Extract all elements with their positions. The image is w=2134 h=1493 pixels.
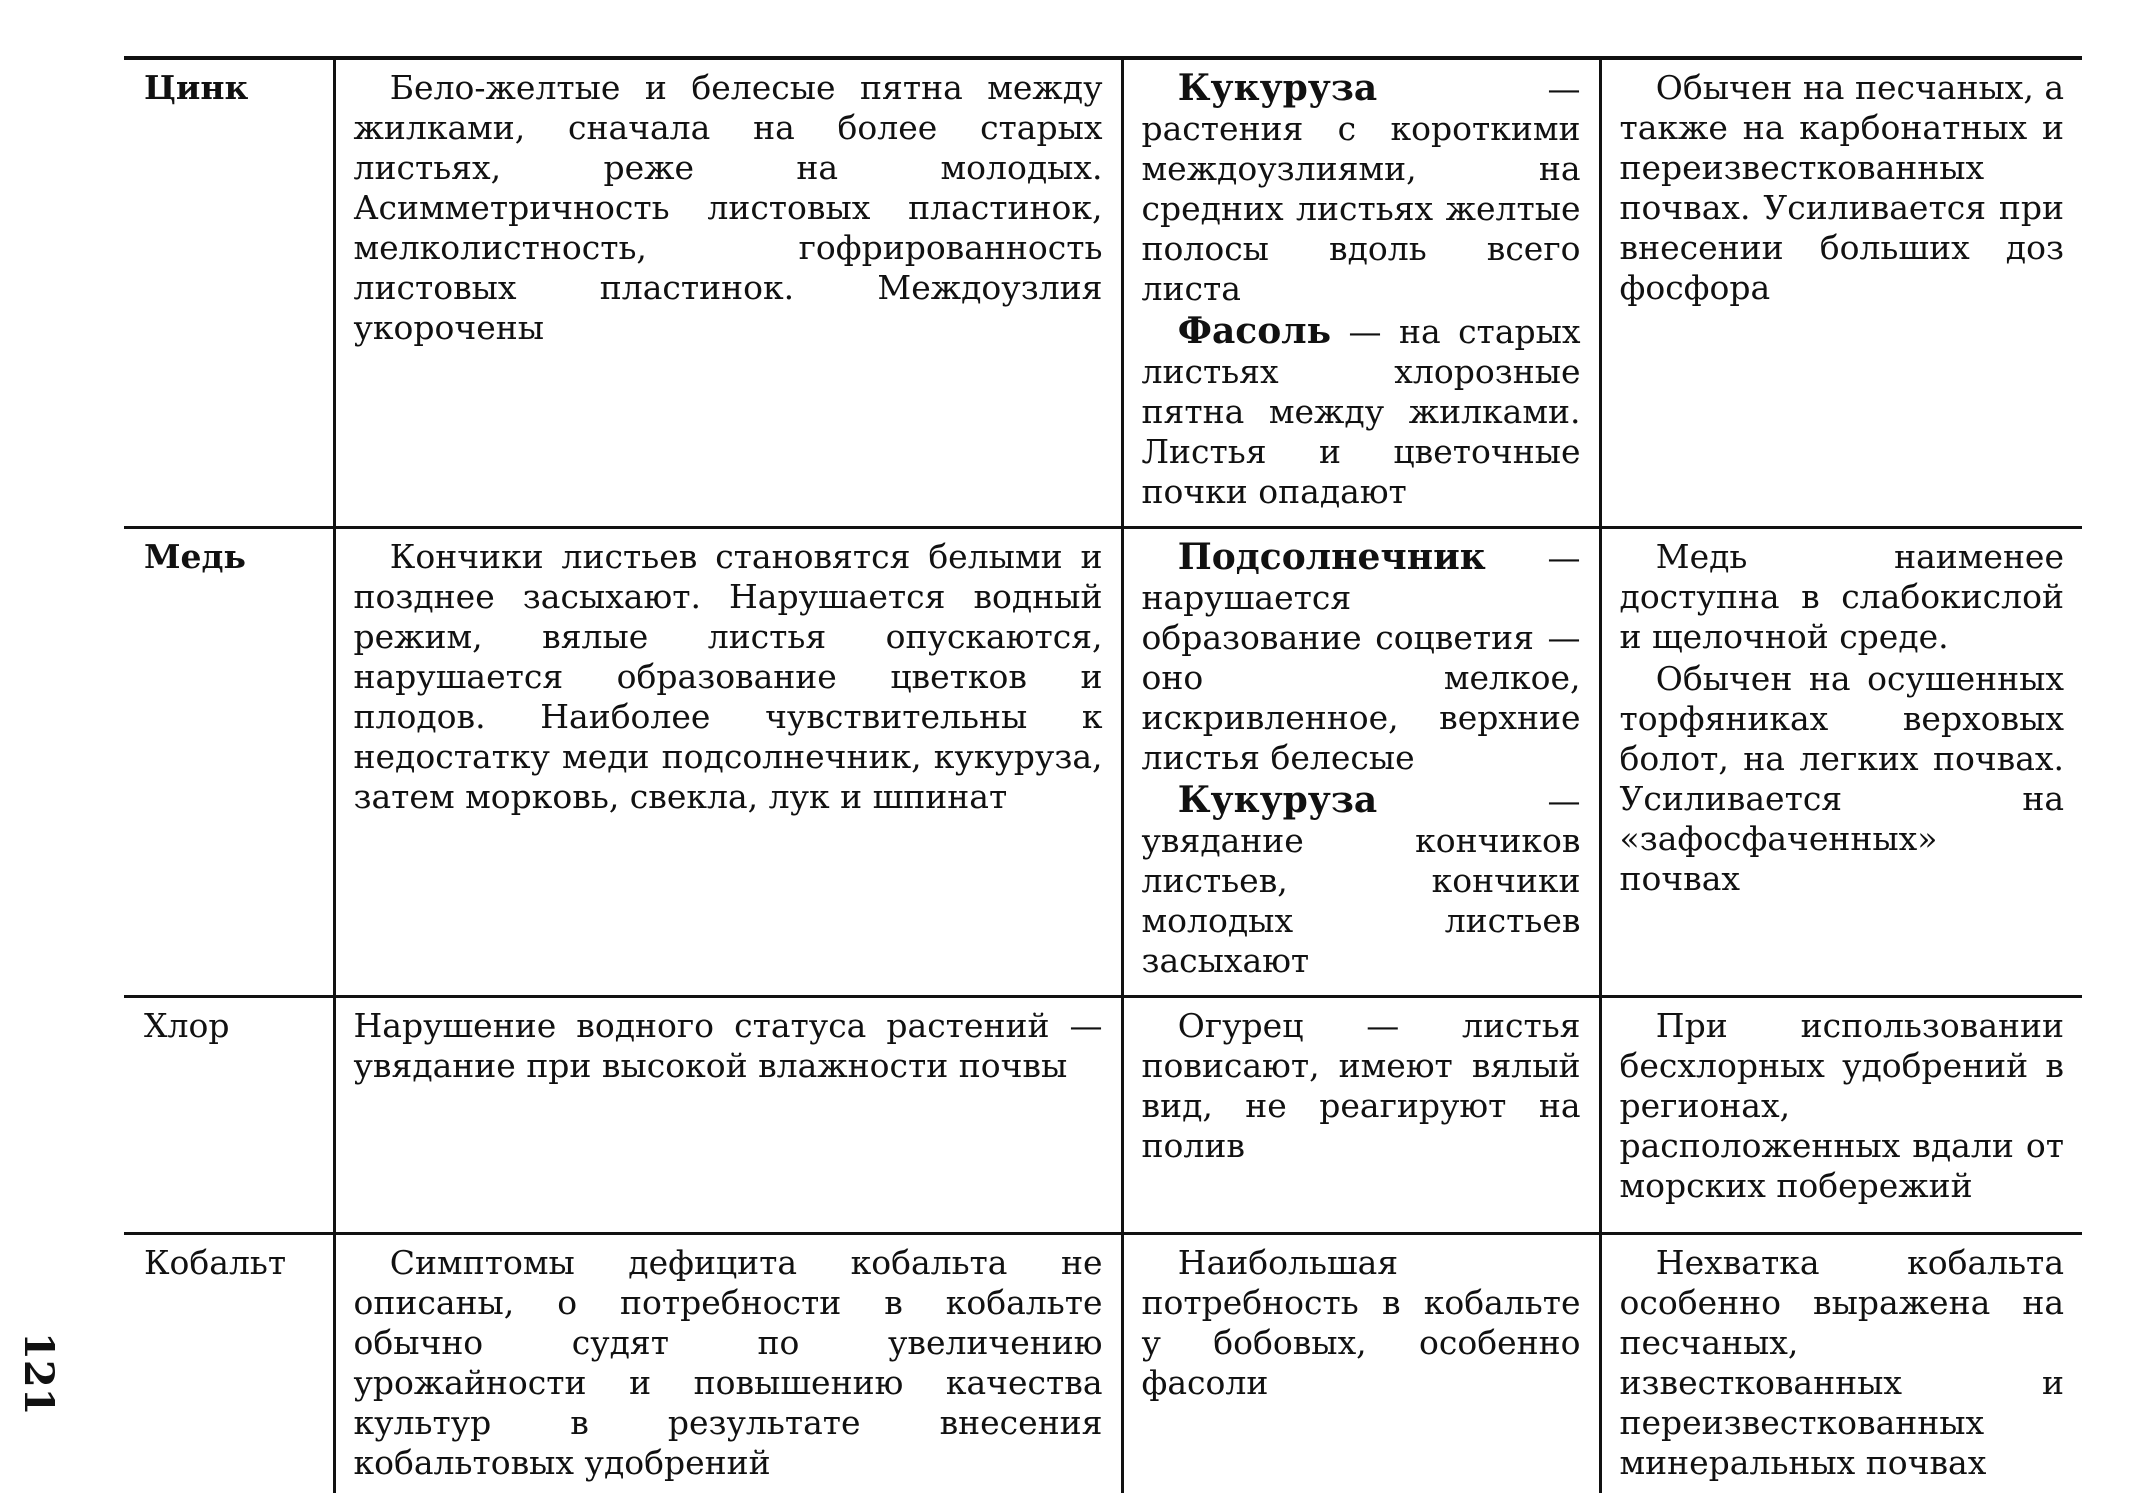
crop-entry bbox=[1142, 1006, 1581, 1166]
crop-entry bbox=[1142, 537, 1581, 778]
element-name: Медь bbox=[144, 537, 246, 576]
element-name-cell bbox=[124, 528, 334, 997]
crops-cell bbox=[1122, 997, 1600, 1234]
crop-description: — на старых листьях хлорозные пятна между жилками. Листья и цветочные почки опадают bbox=[1142, 312, 1581, 511]
conditions-cell bbox=[1600, 58, 2082, 528]
crop-name: Кукуруза bbox=[1178, 779, 1377, 821]
crop-description: — нарушается образование соцветия — оно мелкое, искривленное, верхние листья белесые bbox=[1142, 538, 1581, 777]
conditions-text: Обычен на песчаных, а также на карбонатных и переизвесткованных почвах. Усиливается при внесении больших доз фосфора bbox=[1620, 68, 2065, 308]
conditions-text: Нехватка кобальта особенно выражена на песчаных, известкованных и переизвесткованных минеральных почвах bbox=[1620, 1243, 2065, 1483]
element-name-cell bbox=[124, 58, 334, 528]
table-row bbox=[124, 58, 2082, 528]
symptoms-text: Симптомы дефицита кобальта не описаны, о потребности в кобальте обычно судят по увеличению урожайности и повышению качества культур в результате внесения кобальтовых удобрений bbox=[354, 1243, 1103, 1483]
symptoms-text: Нарушение водного статуса растений — увядание при высокой влажности почвы bbox=[354, 1006, 1103, 1086]
conditions-cell bbox=[1600, 528, 2082, 997]
element-name-cell bbox=[124, 997, 334, 1234]
crop-description: Наибольшая потребность в кобальте у бобовых, особенно фасоли bbox=[1142, 1243, 1581, 1402]
crops-cell bbox=[1122, 58, 1600, 528]
crop-name: Подсолнечник bbox=[1178, 536, 1486, 578]
table-row bbox=[124, 528, 2082, 997]
symptoms-cell bbox=[334, 528, 1122, 997]
crop-description: Огурец — листья повисают, имеют вялый вид, не реагируют на полив bbox=[1142, 1006, 1581, 1165]
crops-cell bbox=[1122, 1234, 1600, 1493]
crop-description: — увядание кончиков листьев, кончики молодых листьев засыхают bbox=[1142, 781, 1581, 980]
conditions-cell bbox=[1600, 997, 2082, 1234]
page-number: 121 bbox=[0, 1332, 78, 1392]
table-row bbox=[124, 1234, 2082, 1493]
crops-cell bbox=[1122, 528, 1600, 997]
crop-name: Фасоль bbox=[1178, 310, 1331, 352]
crop-description: — растения с короткими междоузлиями, на средних листьях желтые полосы вдоль всего листа bbox=[1142, 69, 1581, 308]
conditions-text: При использовании бесхлорных удобрений в регионах, расположенных вдали от морских побережий bbox=[1620, 1006, 2065, 1206]
element-name: Цинк bbox=[144, 68, 248, 107]
crop-entry bbox=[1142, 311, 1581, 512]
crop-entry bbox=[1142, 68, 1581, 309]
symptoms-cell bbox=[334, 58, 1122, 528]
micronutrient-deficiency-table bbox=[124, 56, 2082, 1493]
table-row bbox=[124, 997, 2082, 1234]
crop-name: Кукуруза bbox=[1178, 67, 1377, 109]
symptoms-text: Бело-желтые и белесые пятна между жилками, сначала на более старых листьях, реже на молодых. Асимметричность листовых пластинок, мелколистность, гофрированность листовых пластинок. Междоузлия укорочены bbox=[354, 68, 1103, 348]
element-name: Хлор bbox=[144, 1006, 229, 1045]
conditions-text: Обычен на осушенных торфяниках верховых болот, на легких почвах. Усиливается на «зафосфаченных» почвах bbox=[1620, 659, 2065, 899]
crop-entry bbox=[1142, 780, 1581, 981]
symptoms-text: Кончики листьев становятся белыми и позднее засыхают. Нарушается водный режим, вялые листья опускаются, нарушается образование цветков и плодов. Наиболее чувствительны к недостатку меди подсолнечник, кукуруза, затем морковь, свекла, лук и шпинат bbox=[354, 537, 1103, 817]
conditions-cell bbox=[1600, 1234, 2082, 1493]
symptoms-cell bbox=[334, 1234, 1122, 1493]
conditions-text: Медь наименее доступна в слабокислой и щелочной среде. bbox=[1620, 537, 2065, 657]
element-name-cell bbox=[124, 1234, 334, 1493]
crop-entry bbox=[1142, 1243, 1581, 1403]
element-name: Кобальт bbox=[144, 1243, 286, 1282]
symptoms-cell bbox=[334, 997, 1122, 1234]
